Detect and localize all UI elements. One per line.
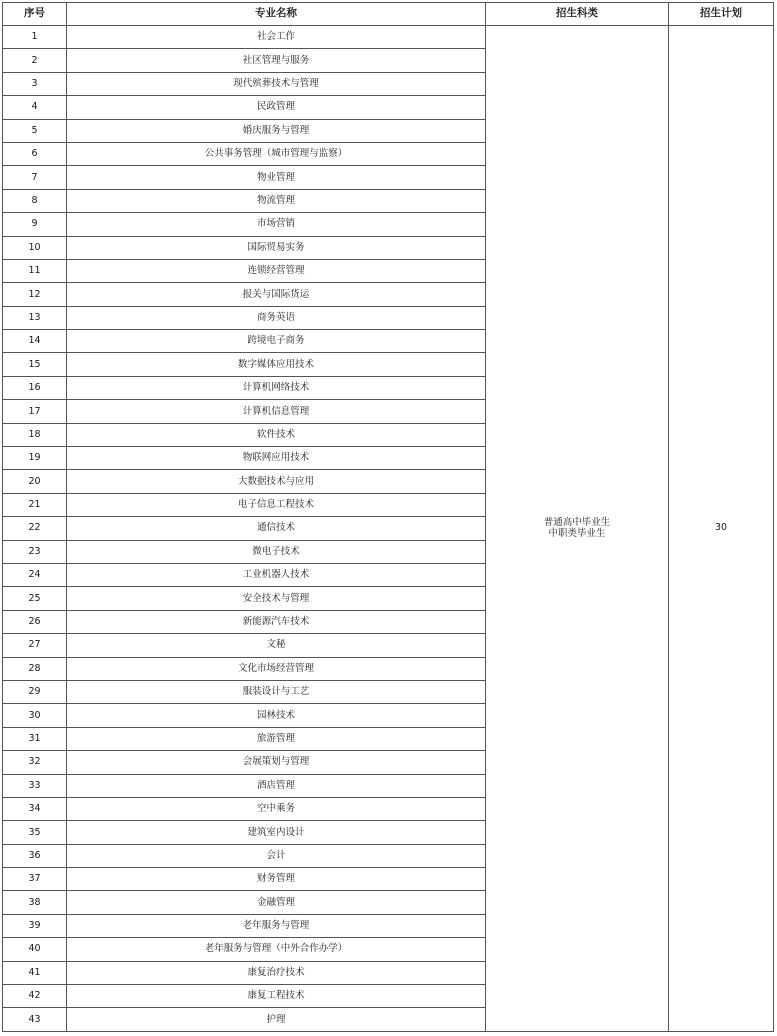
serial-number-cell: 12 [3, 283, 67, 306]
serial-number-cell: 32 [3, 751, 67, 774]
category-line: 中职类毕业生 [548, 528, 606, 540]
serial-number-cell: 25 [3, 587, 67, 610]
serial-number-cell: 14 [3, 330, 67, 353]
serial-number-cell: 40 [3, 938, 67, 961]
major-name-cell: 物业管理 [67, 166, 486, 189]
major-name-cell: 民政管理 [67, 96, 486, 119]
major-name-cell: 安全技术与管理 [67, 587, 486, 610]
major-name-cell: 康复工程技术 [67, 985, 486, 1008]
serial-number-cell: 13 [3, 306, 67, 329]
serial-number-cell: 35 [3, 821, 67, 844]
serial-number-cell: 4 [3, 96, 67, 119]
major-name-cell: 会展策划与管理 [67, 751, 486, 774]
major-name-cell: 空中乘务 [67, 797, 486, 820]
serial-number-cell: 24 [3, 563, 67, 586]
serial-number-cell: 26 [3, 610, 67, 633]
serial-number-cell: 43 [3, 1008, 67, 1031]
serial-number-cell: 28 [3, 657, 67, 680]
table-header-row [3, 3, 774, 26]
serial-number-cell: 9 [3, 213, 67, 236]
major-name-cell: 软件技术 [67, 423, 486, 446]
category-line: 普通高中毕业生 [543, 516, 611, 528]
enrollment-category-cell [486, 26, 669, 1032]
serial-number-cell: 7 [3, 166, 67, 189]
major-name-cell: 市场营销 [67, 213, 486, 236]
major-name-cell: 会计 [67, 844, 486, 867]
serial-number-cell: 30 [3, 704, 67, 727]
major-name-cell: 连锁经营管理 [67, 259, 486, 282]
serial-number-cell: 39 [3, 914, 67, 937]
serial-number-cell: 18 [3, 423, 67, 446]
serial-number-cell: 21 [3, 493, 67, 516]
major-name-cell: 微电子技术 [67, 540, 486, 563]
serial-number-cell: 34 [3, 797, 67, 820]
major-name-cell: 计算机信息管理 [67, 400, 486, 423]
major-name-cell: 物联网应用技术 [67, 447, 486, 470]
major-name-cell: 老年服务与管理 [67, 914, 486, 937]
serial-number-cell: 5 [3, 119, 67, 142]
serial-number-cell: 3 [3, 72, 67, 95]
major-name-cell: 新能源汽车技术 [67, 610, 486, 633]
serial-number-cell: 31 [3, 727, 67, 750]
major-name-cell: 老年服务与管理（中外合作办学） [67, 938, 486, 961]
major-name-cell: 旅游管理 [67, 727, 486, 750]
serial-number-cell: 19 [3, 447, 67, 470]
major-name-cell: 婚庆服务与管理 [67, 119, 486, 142]
serial-number-cell: 11 [3, 259, 67, 282]
major-name-cell: 社会工作 [67, 26, 486, 49]
major-name-cell: 现代殡葬技术与管理 [67, 72, 486, 95]
major-name-cell: 建筑室内设计 [67, 821, 486, 844]
serial-number-cell: 38 [3, 891, 67, 914]
major-name-cell: 服装设计与工艺 [67, 680, 486, 703]
major-name-cell: 文秘 [67, 634, 486, 657]
major-name-cell: 电子信息工程技术 [67, 493, 486, 516]
major-name-cell: 园林技术 [67, 704, 486, 727]
major-name-cell: 公共事务管理（城市管理与监察） [67, 142, 486, 165]
major-name-cell: 通信技术 [67, 517, 486, 540]
major-name-cell: 国际贸易实务 [67, 236, 486, 259]
serial-number-cell: 23 [3, 540, 67, 563]
table-row [3, 26, 774, 49]
serial-number-cell: 20 [3, 470, 67, 493]
major-name-cell: 康复治疗技术 [67, 961, 486, 984]
major-name-cell: 文化市场经营管理 [67, 657, 486, 680]
serial-number-cell: 29 [3, 680, 67, 703]
major-name-cell: 大数据技术与应用 [67, 470, 486, 493]
serial-number-cell: 33 [3, 774, 67, 797]
major-name-cell: 财务管理 [67, 868, 486, 891]
serial-number-cell: 27 [3, 634, 67, 657]
header-enrollment-category: 招生科类 [486, 3, 669, 26]
serial-number-cell: 8 [3, 189, 67, 212]
enrollment-plan-table [2, 2, 774, 1032]
enrollment-plan-cell: 30 [669, 26, 774, 1032]
major-name-cell: 跨境电子商务 [67, 330, 486, 353]
major-name-cell: 商务英语 [67, 306, 486, 329]
serial-number-cell: 6 [3, 142, 67, 165]
serial-number-cell: 17 [3, 400, 67, 423]
major-name-cell: 金融管理 [67, 891, 486, 914]
serial-number-cell: 42 [3, 985, 67, 1008]
major-name-cell: 计算机网络技术 [67, 376, 486, 399]
serial-number-cell: 22 [3, 517, 67, 540]
serial-number-cell: 41 [3, 961, 67, 984]
major-name-cell: 酒店管理 [67, 774, 486, 797]
major-name-cell: 物流管理 [67, 189, 486, 212]
serial-number-cell: 16 [3, 376, 67, 399]
serial-number-cell: 2 [3, 49, 67, 72]
serial-number-cell: 37 [3, 868, 67, 891]
serial-number-cell: 15 [3, 353, 67, 376]
major-name-cell: 社区管理与服务 [67, 49, 486, 72]
serial-number-cell: 10 [3, 236, 67, 259]
major-name-cell: 工业机器人技术 [67, 563, 486, 586]
header-enrollment-plan: 招生计划 [669, 3, 774, 26]
serial-number-cell: 36 [3, 844, 67, 867]
major-name-cell: 数字媒体应用技术 [67, 353, 486, 376]
serial-number-cell: 1 [3, 26, 67, 49]
header-major-name: 专业名称 [67, 3, 486, 26]
header-serial-number: 序号 [3, 3, 67, 26]
major-name-cell: 报关与国际货运 [67, 283, 486, 306]
major-name-cell: 护理 [67, 1008, 486, 1031]
table-body [3, 26, 774, 1032]
